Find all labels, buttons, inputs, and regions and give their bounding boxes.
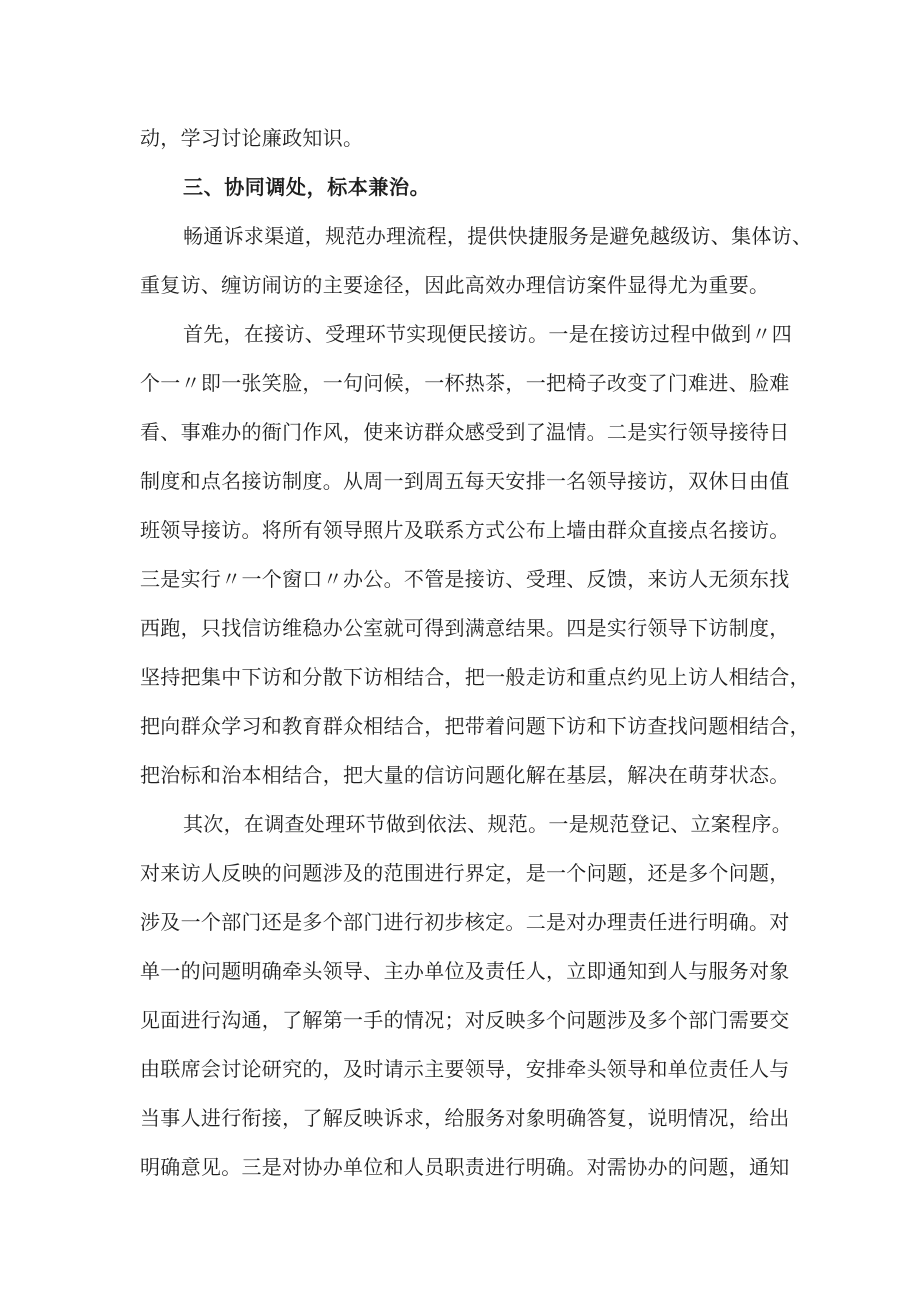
text-line: 西跑，只找信访维稳办公室就可得到满意结果。四是实行领导下访制度， [140,616,790,640]
text-line: 看、事难办的衙门作风，使来访群众感受到了温情。二是实行领导接待日 [140,420,790,444]
text-line: 个一〃即一张笑脸，一句问候，一杯热茶，一把椅子改变了门难进、脸难 [140,371,790,395]
paragraph-first-line: 其次，在调查处理环节做到依法、规范。一是规范登记、立案程序。 [183,812,792,836]
paragraph-first-line: 首先，在接访、受理环节实现便民接访。一是在接访过程中做到〃四 [183,322,792,346]
text-line: 单一的问题明确牵头领导、主办单位及责任人，立即通知到人与服务对象 [140,959,790,983]
text-line: 坚持把集中下访和分散下访相结合，把一般走访和重点约见上访人相结合， [140,665,810,689]
text-line: 班领导接访。将所有领导照片及联系方式公布上墙由群众直接点名接访。 [140,518,790,542]
text-line: 对来访人反映的问题涉及的范围进行界定，是一个问题，还是多个问题， [140,861,790,885]
text-line: 把治标和治本相结合，把大量的信访问题化解在基层，解决在萌芽状态。 [140,763,790,787]
text-line: 见面进行沟通，了解第一手的情况；对反映多个问题涉及多个部门需要交 [140,1008,790,1032]
paragraph-first-line: 畅通诉求渠道，规范办理流程，提供快捷服务是避免越级访、集体访、 [183,224,813,248]
text-line: 重复访、缠访闹访的主要途径，因此高效办理信访案件显得尤为重要。 [140,273,770,297]
text-line: 由联席会讨论研究的，及时请示主要领导，安排牵头领导和单位责任人与 [140,1057,790,1081]
text-line: 三是实行〃一个窗口〃办公。不管是接访、受理、反馈，来访人无须东找 [140,567,790,591]
text-line: 涉及一个部门还是多个部门进行初步核定。二是对办理责任进行明确。对 [140,910,790,934]
text-line: 制度和点名接访制度。从周一到周五每天安排一名领导接访，双休日由值 [140,469,790,493]
text-line: 把向群众学习和教育群众相结合，把带着问题下访和下访查找问题相结合， [140,714,810,738]
text-line: 明确意见。三是对协办单位和人员职责进行明确。对需协办的问题，通知 [140,1155,790,1179]
text-line: 当事人进行衔接，了解反映诉求，给服务对象明确答复，说明情况，给出 [140,1106,790,1130]
section-heading: 三、协同调处，标本兼治。 [183,175,431,199]
text-line: 动，学习讨论廉政知识。 [140,126,364,150]
